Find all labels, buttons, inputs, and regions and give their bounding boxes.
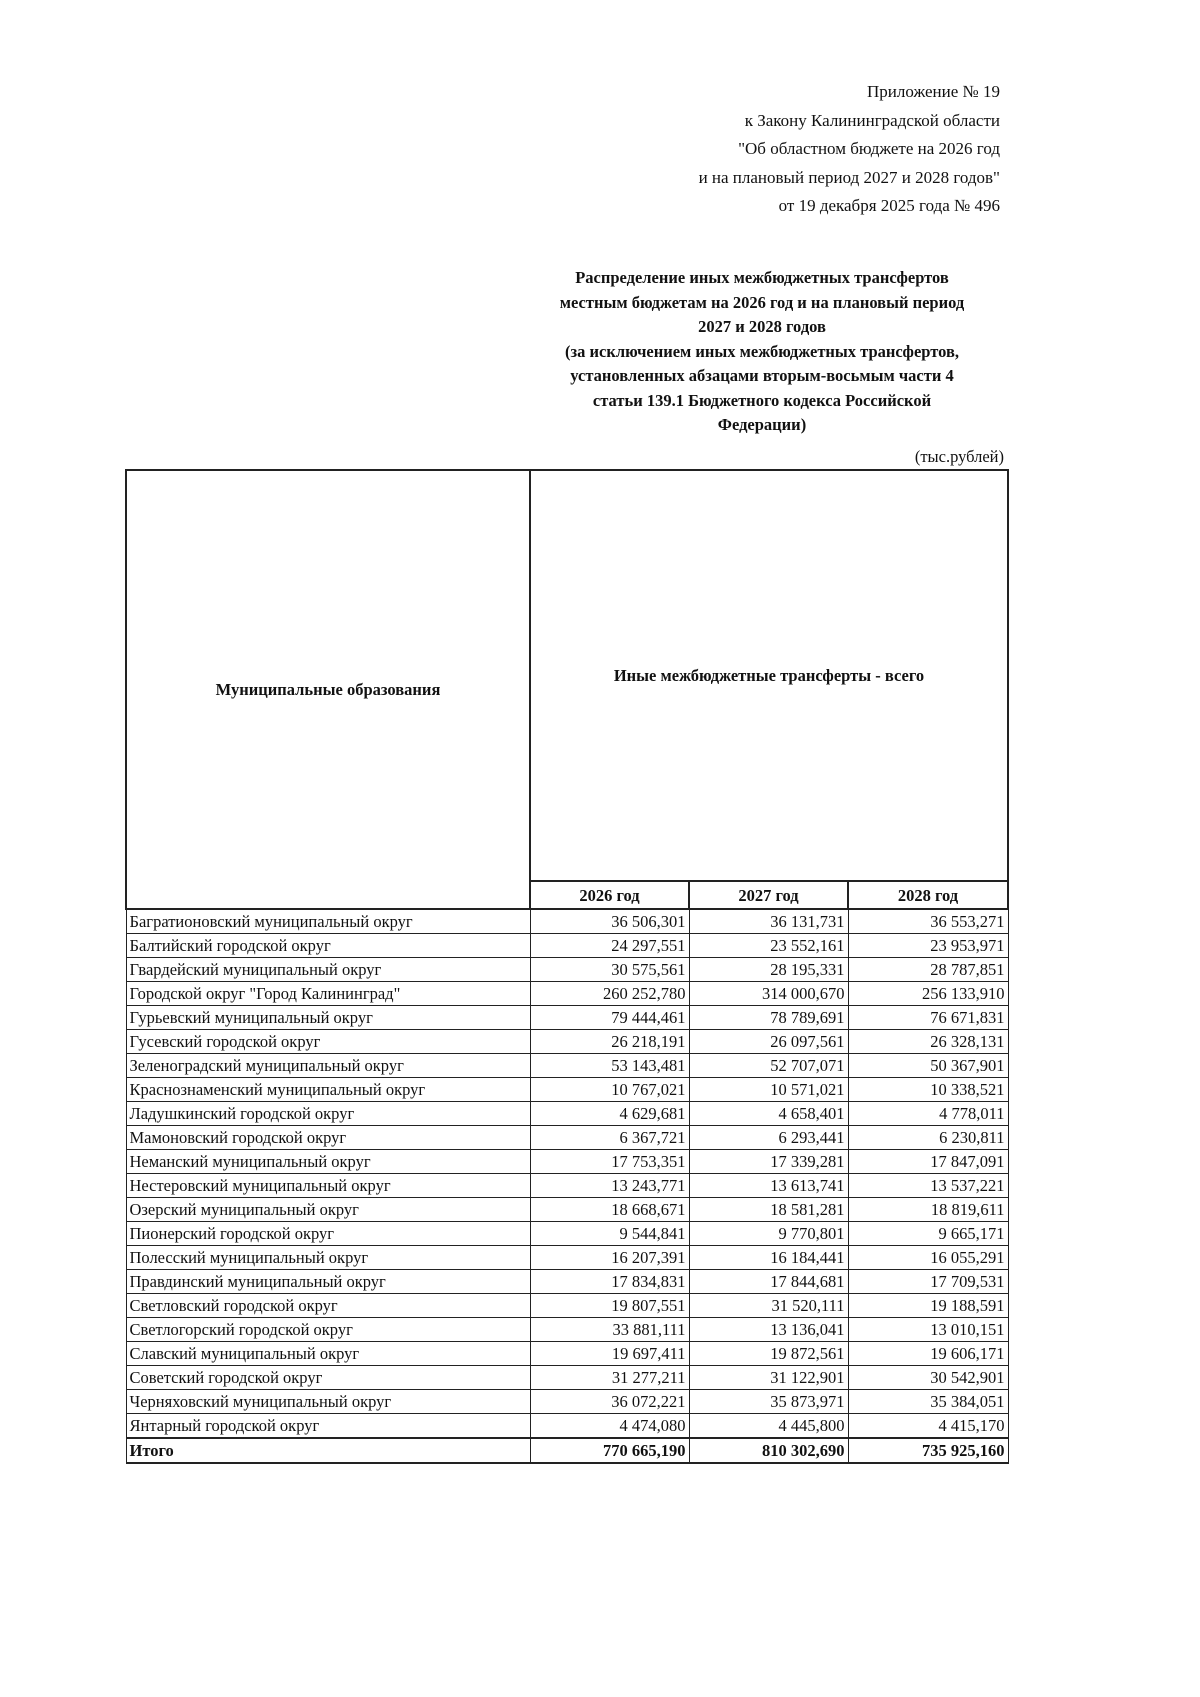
value-2028: 19 188,591 <box>848 1294 1008 1318</box>
value-2026: 18 668,671 <box>530 1198 689 1222</box>
table-row <box>126 1318 1008 1342</box>
title-line: Распределение иных межбюджетных трансфертов <box>575 268 949 287</box>
value-2026: 30 575,561 <box>530 958 689 982</box>
title-line: Федерации) <box>717 415 807 434</box>
value-2028: 28 787,851 <box>848 958 1008 982</box>
title-line: установленных абзацами вторым-восьмым части 4 <box>570 366 954 385</box>
value-2026: 4 629,681 <box>530 1102 689 1126</box>
value-2028: 16 055,291 <box>848 1246 1008 1270</box>
municipality-name: Светлогорский городской округ <box>126 1318 530 1342</box>
appendix-line: от 19 декабря 2025 года № 496 <box>778 196 1000 215</box>
table-row <box>126 982 1008 1006</box>
header-year: 2026 год <box>530 881 689 909</box>
municipality-name: Советский городской округ <box>126 1366 530 1390</box>
value-2026: 31 277,211 <box>530 1366 689 1390</box>
value-2027: 36 131,731 <box>689 909 848 934</box>
value-2027: 28 195,331 <box>689 958 848 982</box>
header-year: 2028 год <box>848 881 1008 909</box>
value-2026: 36 072,221 <box>530 1390 689 1414</box>
value-2028: 10 338,521 <box>848 1078 1008 1102</box>
value-2027: 31 122,901 <box>689 1366 848 1390</box>
value-2028: 35 384,051 <box>848 1390 1008 1414</box>
value-2028: 23 953,971 <box>848 934 1008 958</box>
table-row <box>126 1222 1008 1246</box>
table-row <box>126 1246 1008 1270</box>
value-2027: 78 789,691 <box>689 1006 848 1030</box>
appendix-line: и на плановый период 2027 и 2028 годов" <box>698 167 1000 187</box>
value-2027: 19 872,561 <box>689 1342 848 1366</box>
value-2028: 17 847,091 <box>848 1150 1008 1174</box>
title-line: (за исключением иных межбюджетных трансфертов, <box>565 341 959 361</box>
value-2026: 53 143,481 <box>530 1054 689 1078</box>
value-2026: 19 807,551 <box>530 1294 689 1318</box>
title-line: местным бюджетам на 2026 год и на плановый период <box>559 292 965 312</box>
value-2027: 314 000,670 <box>689 982 848 1006</box>
table-row <box>126 1270 1008 1294</box>
total-row <box>126 1438 1008 1463</box>
municipality-name: Правдинский муниципальный округ <box>126 1270 530 1294</box>
value-2027: 18 581,281 <box>689 1198 848 1222</box>
value-2028: 6 230,811 <box>848 1126 1008 1150</box>
table-row <box>126 1294 1008 1318</box>
value-2027: 6 293,441 <box>689 1126 848 1150</box>
municipality-name: Багратионовский муниципальный округ <box>126 909 530 934</box>
table-row <box>126 1126 1008 1150</box>
total-label: Итого <box>126 1438 530 1463</box>
title-line: статьи 139.1 Бюджетного кодекса Российской <box>592 390 932 410</box>
value-2026: 36 506,301 <box>530 909 689 934</box>
table-row <box>126 934 1008 958</box>
total-2027: 810 302,690 <box>689 1438 848 1463</box>
value-2026: 10 767,021 <box>530 1078 689 1102</box>
value-2027: 16 184,441 <box>689 1246 848 1270</box>
municipality-name: Пионерский городской округ <box>126 1222 530 1246</box>
municipality-name: Гурьевский муниципальный округ <box>126 1006 530 1030</box>
value-2026: 16 207,391 <box>530 1246 689 1270</box>
value-2026: 33 881,111 <box>530 1318 689 1342</box>
value-2026: 79 444,461 <box>530 1006 689 1030</box>
header-transfers-total: Иные межбюджетные трансферты - всего <box>530 470 1008 881</box>
value-2027: 52 707,071 <box>689 1054 848 1078</box>
table-row <box>126 1150 1008 1174</box>
municipality-name: Гвардейский муниципальный округ <box>126 958 530 982</box>
table-row <box>126 1078 1008 1102</box>
value-2028: 13 537,221 <box>848 1174 1008 1198</box>
value-2026: 19 697,411 <box>530 1342 689 1366</box>
municipality-name: Нестеровский муниципальный округ <box>126 1174 530 1198</box>
table-row <box>126 1174 1008 1198</box>
municipality-name: Краснознаменский муниципальный округ <box>126 1078 530 1102</box>
value-2028: 36 553,271 <box>848 909 1008 934</box>
value-2026: 24 297,551 <box>530 934 689 958</box>
value-2027: 13 613,741 <box>689 1174 848 1198</box>
municipality-name: Полесский муниципальный округ <box>126 1246 530 1270</box>
value-2028: 18 819,611 <box>848 1198 1008 1222</box>
value-2028: 256 133,910 <box>848 982 1008 1006</box>
municipality-name: Зеленоградский муниципальный округ <box>126 1054 530 1078</box>
value-2026: 26 218,191 <box>530 1030 689 1054</box>
value-2027: 4 445,800 <box>689 1414 848 1439</box>
value-2026: 17 753,351 <box>530 1150 689 1174</box>
header-year: 2027 год <box>689 881 848 909</box>
value-2026: 4 474,080 <box>530 1414 689 1439</box>
value-2028: 13 010,151 <box>848 1318 1008 1342</box>
table-row <box>126 1054 1008 1078</box>
value-2027: 4 658,401 <box>689 1102 848 1126</box>
appendix-line: "Об областном бюджете на 2026 год <box>738 139 1000 158</box>
municipality-name: Славский муниципальный округ <box>126 1342 530 1366</box>
table-row <box>126 958 1008 982</box>
value-2026: 6 367,721 <box>530 1126 689 1150</box>
table-row <box>126 1366 1008 1390</box>
municipality-name: Ладушкинский городской округ <box>126 1102 530 1126</box>
header-municipality: Муниципальные образования <box>126 470 530 909</box>
table-row <box>126 1006 1008 1030</box>
value-2027: 31 520,111 <box>689 1294 848 1318</box>
municipality-name: Светловский городской округ <box>126 1294 530 1318</box>
value-2028: 4 778,011 <box>848 1102 1008 1126</box>
value-2027: 23 552,161 <box>689 934 848 958</box>
value-2027: 10 571,021 <box>689 1078 848 1102</box>
value-2028: 4 415,170 <box>848 1414 1008 1439</box>
value-2028: 17 709,531 <box>848 1270 1008 1294</box>
table-row <box>126 909 1008 934</box>
value-2027: 26 097,561 <box>689 1030 848 1054</box>
municipality-name: Балтийский городской округ <box>126 934 530 958</box>
table-row <box>126 1102 1008 1126</box>
value-2027: 17 844,681 <box>689 1270 848 1294</box>
value-2026: 17 834,831 <box>530 1270 689 1294</box>
table-row <box>126 1390 1008 1414</box>
value-2026: 13 243,771 <box>530 1174 689 1198</box>
value-2028: 76 671,831 <box>848 1006 1008 1030</box>
value-2028: 30 542,901 <box>848 1366 1008 1390</box>
value-2028: 26 328,131 <box>848 1030 1008 1054</box>
appendix-line: к Закону Калининградской области <box>744 110 1000 130</box>
municipality-name: Янтарный городской округ <box>126 1414 530 1439</box>
municipality-name: Городской округ "Город Калининград" <box>126 982 530 1006</box>
value-2027: 13 136,041 <box>689 1318 848 1342</box>
table-body <box>126 909 1008 1438</box>
table-row <box>126 1342 1008 1366</box>
table-row <box>126 1198 1008 1222</box>
value-2028: 9 665,171 <box>848 1222 1008 1246</box>
municipality-name: Неманский муниципальный округ <box>126 1150 530 1174</box>
total-2026: 770 665,190 <box>530 1438 689 1463</box>
municipality-name: Озерский муниципальный округ <box>126 1198 530 1222</box>
municipality-name: Мамоновский городской округ <box>126 1126 530 1150</box>
value-2026: 9 544,841 <box>530 1222 689 1246</box>
value-2027: 17 339,281 <box>689 1150 848 1174</box>
appendix-header <box>699 78 1000 221</box>
value-2026: 260 252,780 <box>530 982 689 1006</box>
document-title <box>512 266 1012 438</box>
total-2028: 735 925,160 <box>848 1438 1008 1463</box>
units-label: (тыс.рублей) <box>914 447 1004 466</box>
transfers-table <box>125 469 1009 1464</box>
value-2027: 9 770,801 <box>689 1222 848 1246</box>
table-row <box>126 1414 1008 1439</box>
municipality-name: Черняховский муниципальный округ <box>126 1390 530 1414</box>
municipality-name: Гусевский городской округ <box>126 1030 530 1054</box>
value-2028: 50 367,901 <box>848 1054 1008 1078</box>
table-row <box>126 1030 1008 1054</box>
appendix-line: Приложение № 19 <box>867 82 1000 101</box>
value-2028: 19 606,171 <box>848 1342 1008 1366</box>
value-2027: 35 873,971 <box>689 1390 848 1414</box>
title-line: 2027 и 2028 годов <box>698 317 826 336</box>
